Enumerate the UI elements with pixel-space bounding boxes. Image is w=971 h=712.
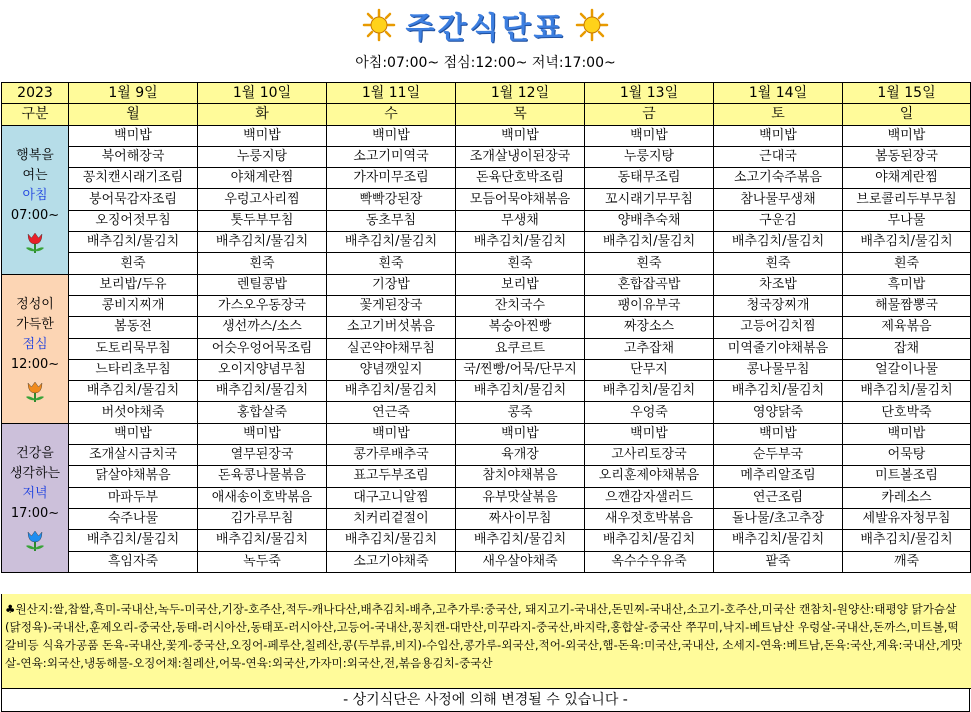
menu-cell: 팥죽 (714, 551, 843, 572)
sun-icon (362, 8, 396, 42)
gubun-cell: 구분 (2, 104, 69, 125)
menu-cell: 어슷우엉어묵조림 (198, 338, 327, 359)
menu-row (2, 551, 971, 572)
menu-row (2, 381, 971, 402)
menu-cell: 흰죽 (327, 253, 456, 274)
menu-cell: 연근죽 (327, 402, 456, 423)
menu-cell: 콩나물무침 (714, 359, 843, 380)
date-cell: 1월 10일 (198, 83, 327, 104)
origin-note: ♣원산지:쌀,찹쌀,흑미-국내산,녹두-미국산,기장-호주산,적두-캐나다산,배추김치-배추,고추가루:중국산, 돼지고기-국내산,돈민찌-국내산,소고기-호주산,미국산 캔참치-원양산:태평양 닭가슴살(닭정육)-국내산,훈제오리-중국산,동태-러시아산,동태포-러시아산,고등어-국내산,꽁치캔-대만산,미꾸라지-중국산,바지락,홍합살-중국산 쭈꾸미,낙지-베트남산 우렁살-국내산,돈까스,미트볼,떡갈비등 식육가공품 돈육-국내산,꽃게-중국산,오징어-페루산,칠레산,콩(두부류,비지)-수입산,콩가루-외국산,적어-외국산,햄-돈육:미국산,국내산, 소세지-연육:베트남,돈육:국산,계육:국내산,게맛살-연육:외국산,냉동해물-오징어채:칠레산,어묵-연육:외국산,가자미:외국산,전,볶음용김치-중국산 (1, 594, 971, 689)
weekday-cell: 월 (69, 104, 198, 125)
menu-cell: 백미밥 (714, 423, 843, 444)
menu-cell: 오리훈제야채볶음 (585, 466, 714, 487)
menu-cell: 조개살시금치국 (69, 445, 198, 466)
red-tulip-icon (22, 230, 48, 254)
menu-cell: 흰죽 (714, 253, 843, 274)
menu-cell: 가자미무조림 (327, 168, 456, 189)
weekday-cell: 금 (585, 104, 714, 125)
menu-cell: 미트볼조림 (843, 466, 971, 487)
lunch-section-label (2, 274, 69, 423)
menu-cell: 대구고니알찜 (327, 487, 456, 508)
menu-cell: 단무지 (585, 359, 714, 380)
menu-cell: 닭살야채볶음 (69, 466, 198, 487)
menu-cell: 생선까스/소스 (198, 317, 327, 338)
section-meal-name: 아침 (22, 187, 48, 203)
weekday-cell: 수 (327, 104, 456, 125)
menu-cell: 빡빡강된장 (327, 189, 456, 210)
menu-cell: 국/찐빵/어묵/단무지 (456, 359, 585, 380)
menu-cell: 흰죽 (585, 253, 714, 274)
menu-row (2, 125, 971, 146)
menu-cell: 백미밥 (198, 423, 327, 444)
menu-cell: 동초무침 (327, 210, 456, 231)
menu-cell: 백미밥 (456, 125, 585, 146)
menu-cell: 마파두부 (69, 487, 198, 508)
weekday-cell: 일 (843, 104, 971, 125)
menu-cell: 톳두부무침 (198, 210, 327, 231)
orange-tulip-icon (22, 379, 48, 403)
menu-cell: 브로콜리두부무침 (843, 189, 971, 210)
menu-cell: 근대국 (714, 146, 843, 167)
menu-cell: 꼬시래기무무침 (585, 189, 714, 210)
menu-cell: 배추김치/물김치 (327, 232, 456, 253)
date-cell: 1월 12일 (456, 83, 585, 104)
weekday-cell: 화 (198, 104, 327, 125)
section-time: 07:00~ (10, 207, 60, 223)
menu-cell: 배추김치/물김치 (69, 381, 198, 402)
menu-cell: 고추잡채 (585, 338, 714, 359)
menu-cell: 배추김치/물김치 (456, 232, 585, 253)
menu-cell: 흰죽 (198, 253, 327, 274)
menu-cell: 팽이유부국 (585, 295, 714, 316)
menu-row (2, 274, 971, 295)
menu-cell: 오징어젓무침 (69, 210, 198, 231)
section-line2: 생각하는 (9, 465, 61, 481)
menu-cell: 차조밥 (714, 274, 843, 295)
menu-cell: 배추김치/물김치 (843, 232, 971, 253)
menu-cell: 배추김치/물김치 (198, 232, 327, 253)
menu-cell: 백미밥 (843, 423, 971, 444)
menu-cell: 짜장소스 (585, 317, 714, 338)
page-title: 주간식단표 (405, 11, 566, 46)
menu-cell: 청국장찌개 (714, 295, 843, 316)
date-cell: 1월 11일 (327, 83, 456, 104)
menu-cell: 기장밥 (327, 274, 456, 295)
menu-row (2, 338, 971, 359)
section-meal-name: 저녁 (22, 485, 48, 501)
menu-cell: 영양닭죽 (714, 402, 843, 423)
menu-row (2, 295, 971, 316)
menu-cell: 미역줄기야채볶음 (714, 338, 843, 359)
menu-row (2, 508, 971, 529)
menu-cell: 배추김치/물김치 (327, 381, 456, 402)
menu-cell: 제육볶음 (843, 317, 971, 338)
weekday-cell: 토 (714, 104, 843, 125)
menu-cell: 복숭아찐빵 (456, 317, 585, 338)
menu-cell: 배추김치/물김치 (69, 232, 198, 253)
menu-cell: 가스오우동장국 (198, 295, 327, 316)
breakfast-section-label (2, 125, 69, 274)
menu-cell: 렌틸콩밥 (198, 274, 327, 295)
section-meal-name: 점심 (22, 336, 48, 352)
menu-cell: 흰죽 (456, 253, 585, 274)
menu-cell: 도토리묵무침 (69, 338, 198, 359)
menu-cell: 소고기숙주볶음 (714, 168, 843, 189)
menu-cell: 배추김치/물김치 (198, 530, 327, 551)
menu-cell: 숙주나물 (69, 508, 198, 529)
menu-cell: 백미밥 (456, 423, 585, 444)
menu-cell: 우엉죽 (585, 402, 714, 423)
menu-cell: 돈육콩나물볶음 (198, 466, 327, 487)
menu-cell: 백미밥 (585, 423, 714, 444)
menu-cell: 참치야채볶음 (456, 466, 585, 487)
menu-cell: 애새송이호박볶음 (198, 487, 327, 508)
weekday-cell: 목 (456, 104, 585, 125)
menu-cell: 보리밥 (456, 274, 585, 295)
menu-cell: 단호박죽 (843, 402, 971, 423)
date-row (2, 83, 971, 104)
menu-cell: 배추김치/물김치 (714, 232, 843, 253)
menu-cell: 누룽지탕 (198, 146, 327, 167)
menu-cell: 치커리겉절이 (327, 508, 456, 529)
menu-row (2, 210, 971, 231)
menu-cell: 배추김치/물김치 (843, 530, 971, 551)
menu-cell: 무생채 (456, 210, 585, 231)
menu-row (2, 530, 971, 551)
menu-cell: 백미밥 (327, 423, 456, 444)
menu-cell: 짜사이무침 (456, 508, 585, 529)
menu-cell: 해물짬뽕국 (843, 295, 971, 316)
menu-cell: 소고기야채죽 (327, 551, 456, 572)
dinner-section-label (2, 423, 69, 572)
menu-cell: 고등어김치찜 (714, 317, 843, 338)
menu-cell: 콩가루배추국 (327, 445, 456, 466)
menu-cell: 백미밥 (585, 125, 714, 146)
menu-cell: 흰죽 (69, 253, 198, 274)
menu-cell: 붕어묵감자조림 (69, 189, 198, 210)
blue-tulip-icon (22, 528, 48, 552)
menu-cell: 유부맛살볶음 (456, 487, 585, 508)
menu-cell: 얼갈이나물 (843, 359, 971, 380)
menu-cell: 새우살야채죽 (456, 551, 585, 572)
menu-cell: 메추리알조림 (714, 466, 843, 487)
menu-row (2, 317, 971, 338)
menu-cell: 세발유자청무침 (843, 508, 971, 529)
menu-cell: 잔치국수 (456, 295, 585, 316)
menu-cell: 녹두죽 (198, 551, 327, 572)
menu-cell: 배추김치/물김치 (456, 381, 585, 402)
menu-cell: 배추김치/물김치 (69, 530, 198, 551)
menu-cell: 배추김치/물김치 (327, 530, 456, 551)
menu-cell: 옥수수우유죽 (585, 551, 714, 572)
header (0, 0, 971, 82)
menu-cell: 새우젓호박볶음 (585, 508, 714, 529)
menu-cell: 양배추숙채 (585, 210, 714, 231)
menu-cell: 흑미밥 (843, 274, 971, 295)
menu-cell: 흰죽 (843, 253, 971, 274)
menu-row (2, 168, 971, 189)
menu-cell: 어묵탕 (843, 445, 971, 466)
date-cell: 1월 9일 (69, 83, 198, 104)
menu-cell: 김가루무침 (198, 508, 327, 529)
menu-cell: 콩죽 (456, 402, 585, 423)
title-row (0, 4, 971, 46)
menu-cell: 배추김치/물김치 (585, 232, 714, 253)
menu-row (2, 189, 971, 210)
date-cell: 1월 13일 (585, 83, 714, 104)
menu-cell: 우렁고사리찜 (198, 189, 327, 210)
menu-cell: 모듬어묵야채볶음 (456, 189, 585, 210)
menu-cell: 야채계란찜 (843, 168, 971, 189)
section-line2: 여는 (22, 167, 48, 183)
meal-times: 아침:07:00~ 점심:12:00~ 저녁:17:00~ (355, 55, 616, 71)
menu-cell: 봄동된장국 (843, 146, 971, 167)
menu-cell: 연근조림 (714, 487, 843, 508)
menu-cell: 꽁치캔시래기조림 (69, 168, 198, 189)
menu-cell: 고사리토장국 (585, 445, 714, 466)
menu-cell: 백미밥 (69, 423, 198, 444)
menu-cell: 표고두부조림 (327, 466, 456, 487)
menu-cell: 육개장 (456, 445, 585, 466)
menu-cell: 배추김치/물김치 (585, 530, 714, 551)
section-line2: 가득한 (16, 316, 54, 332)
menu-row (2, 146, 971, 167)
menu-cell: 혼합잡곡밥 (585, 274, 714, 295)
menu-cell: 구운김 (714, 210, 843, 231)
section-line1: 행복을 (16, 147, 54, 163)
date-cell: 1월 14일 (714, 83, 843, 104)
menu-cell: 백미밥 (843, 125, 971, 146)
menu-cell: 콩비지찌개 (69, 295, 198, 316)
menu-cell: 느타리초무침 (69, 359, 198, 380)
menu-row (2, 445, 971, 466)
menu-cell: 백미밥 (198, 125, 327, 146)
menu-cell: 배추김치/물김치 (585, 381, 714, 402)
sun-icon (575, 8, 609, 42)
menu-cell: 순두부국 (714, 445, 843, 466)
menu-cell: 배추김치/물김치 (714, 381, 843, 402)
weekday-row (2, 104, 971, 125)
menu-row (2, 253, 971, 274)
menu-cell: 소고기버섯볶음 (327, 317, 456, 338)
menu-cell: 열무된장국 (198, 445, 327, 466)
menu-cell: 실곤약야채무침 (327, 338, 456, 359)
menu-cell: 배추김치/물김치 (843, 381, 971, 402)
menu-cell: 배추김치/물김치 (456, 530, 585, 551)
menu-cell: 요쿠르트 (456, 338, 585, 359)
menu-cell: 잡채 (843, 338, 971, 359)
menu-cell: 봄동전 (69, 317, 198, 338)
menu-cell: 돈육단호박조림 (456, 168, 585, 189)
menu-cell: 백미밥 (714, 125, 843, 146)
menu-row (2, 402, 971, 423)
section-line1: 건강을 (16, 445, 54, 461)
footer-notice: - 상기식단은 사정에 의해 변경될 수 있습니다 - (1, 688, 970, 712)
menu-cell: 카레소스 (843, 487, 971, 508)
menu-cell: 백미밥 (327, 125, 456, 146)
weekly-menu-table (1, 82, 971, 573)
menu-cell: 보리밥/두유 (69, 274, 198, 295)
menu-row (2, 423, 971, 444)
section-time: 12:00~ (10, 356, 60, 372)
menu-cell: 누룽지탕 (585, 146, 714, 167)
menu-cell: 소고기미역국 (327, 146, 456, 167)
menu-cell: 동태무조림 (585, 168, 714, 189)
menu-cell: 배추김치/물김치 (714, 530, 843, 551)
menu-cell: 으깬감자샐러드 (585, 487, 714, 508)
menu-cell: 돌나물/초고추장 (714, 508, 843, 529)
menu-cell: 배추김치/물김치 (198, 381, 327, 402)
menu-cell: 야채계란찜 (198, 168, 327, 189)
menu-row (2, 232, 971, 253)
menu-cell: 참나물무생채 (714, 189, 843, 210)
menu-cell: 조개살냉이된장국 (456, 146, 585, 167)
menu-row (2, 359, 971, 380)
date-cell: 1월 15일 (843, 83, 971, 104)
menu-cell: 북어해장국 (69, 146, 198, 167)
menu-cell: 백미밥 (69, 125, 198, 146)
year-cell: 2023 (2, 83, 69, 104)
section-time: 17:00~ (10, 505, 60, 521)
menu-cell: 깨죽 (843, 551, 971, 572)
menu-cell: 오이지양념무침 (198, 359, 327, 380)
menu-row (2, 487, 971, 508)
menu-cell: 무나물 (843, 210, 971, 231)
menu-row (2, 466, 971, 487)
menu-cell: 양념깻잎지 (327, 359, 456, 380)
section-line1: 정성이 (16, 296, 54, 312)
menu-cell: 흑임자죽 (69, 551, 198, 572)
menu-cell: 버섯야채죽 (69, 402, 198, 423)
menu-cell: 홍합살죽 (198, 402, 327, 423)
menu-cell: 꽃게된장국 (327, 295, 456, 316)
